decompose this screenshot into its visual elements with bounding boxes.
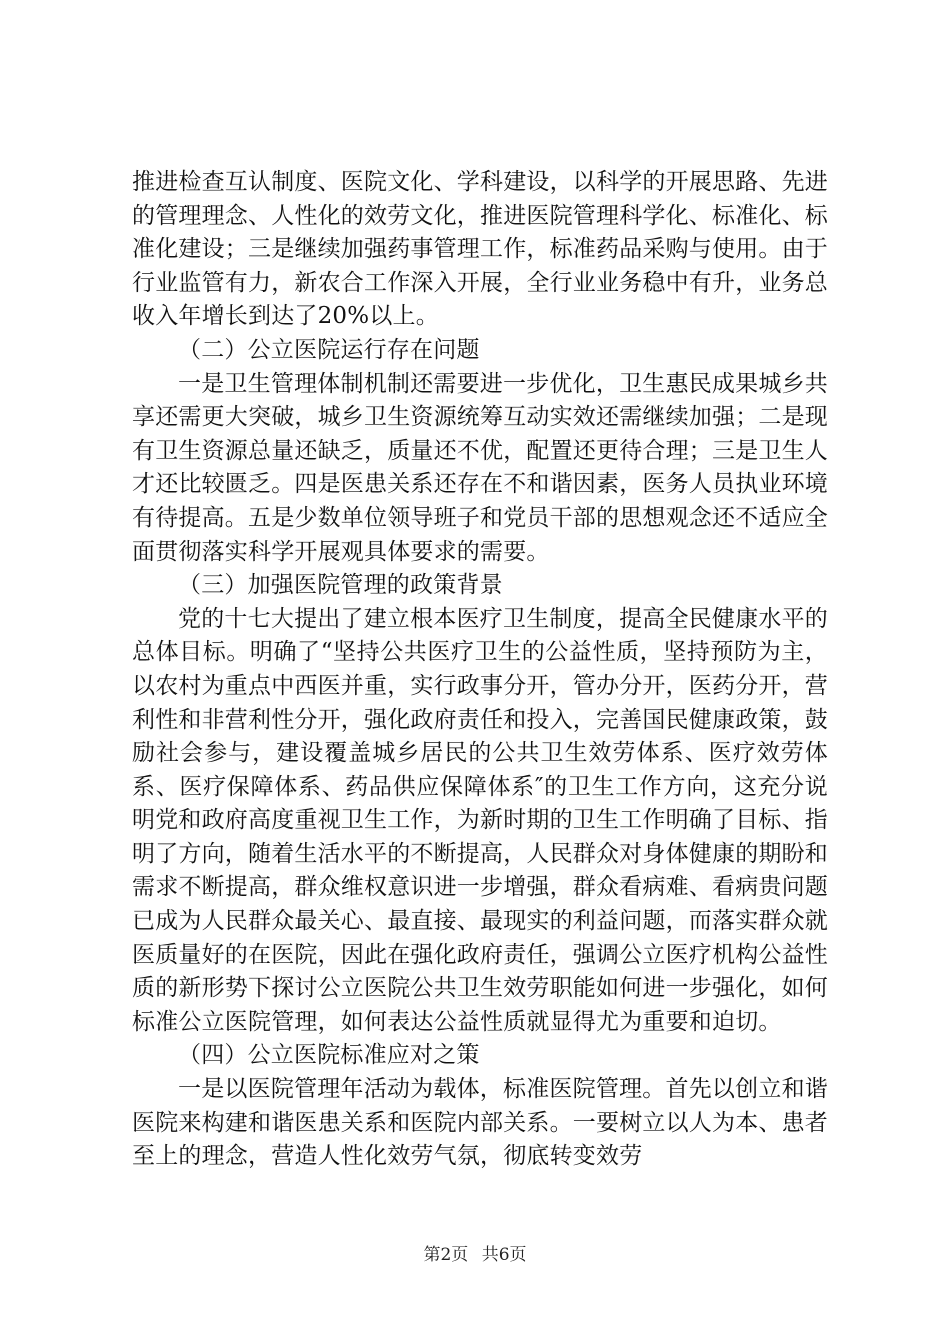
paragraph-problems: 一是卫生管理体制机制还需要进一步优化，卫生惠民成果城乡共享还需更大突破，城乡卫生资源统筹互动实效还需继续加强；二是现有卫生资源总量还缺乏，质量还不优，配置还更待合理；三是卫生人才还比较匮乏。四是医患关系还存在不和谐因素，医务人员执业环境有待提高。五是少数单位领导班子和党员干部的思想观念还不适应全面贯彻落实科学开展观具体要求的需要。	[132, 370, 828, 565]
paragraph-countermeasures: 一是以医院管理年活动为载体，标准医院管理。首先以创立和谐医院来构建和谐医患关系和医院内部关系。一要树立以人为本、患者至上的理念，营造人性化效劳气氛，彻底转变效劳	[132, 1076, 828, 1170]
page-number: 第2页	[423, 1245, 469, 1265]
page-footer	[0, 1245, 950, 1265]
paragraph-continuation: 推进检查互认制度、医院文化、学科建设，以科学的开展思路、先进的管理理念、人性化的效劳文化，推进医院管理科学化、标准化、标准化建设；三是继续加强药事管理工作，标准药品采购与使用。由于行业监管有力，新农合工作深入开展，全行业业务稳中有升，业务总收入年增长到达了20%以上。	[132, 169, 828, 330]
paragraph-policy-background: 党的十七大提出了建立根本医疗卫生制度，提高全民健康水平的总体目标。明确了“坚持公共医疗卫生的公益性质，坚持预防为主，以农村为重点中西医并重，实行政事分开，管办分开，医药分开，营利性和非营利性分开，强化政府责任和投入，完善国民健康政策，鼓励社会参与，建设覆盖城乡居民的公共卫生效劳体系、医疗效劳体系、医疗保障体系、药品供应保障体系″的卫生工作方向，这充分说明党和政府高度重视卫生工作，为新时期的卫生工作明确了目标、指明了方向，随着生活水平的不断提高，人民群众对身体健康的期盼和需求不断提高，群众维权意识进一步增强，群众看病难、看病贵问题已成为人民群众最关心、最直接、最现实的利益问题，而落实群众就医质量好的在医院，因此在强化政府责任，强调公立医疗机构公益性质的新形势下探讨公立医院公共卫生效劳职能如何进一步强化，如何标准公立医院管理，如何表达公益性质就显得尤为重要和迫切。	[132, 605, 828, 1035]
page-total: 共6页	[481, 1245, 527, 1265]
section-heading-4: （四）公立医院标准应对之策	[178, 1042, 480, 1069]
section-heading-3: （三）加强医院管理的政策背景	[178, 572, 503, 599]
document-body	[132, 166, 828, 1174]
section-heading-2: （二）公立医院运行存在问题	[178, 336, 480, 363]
